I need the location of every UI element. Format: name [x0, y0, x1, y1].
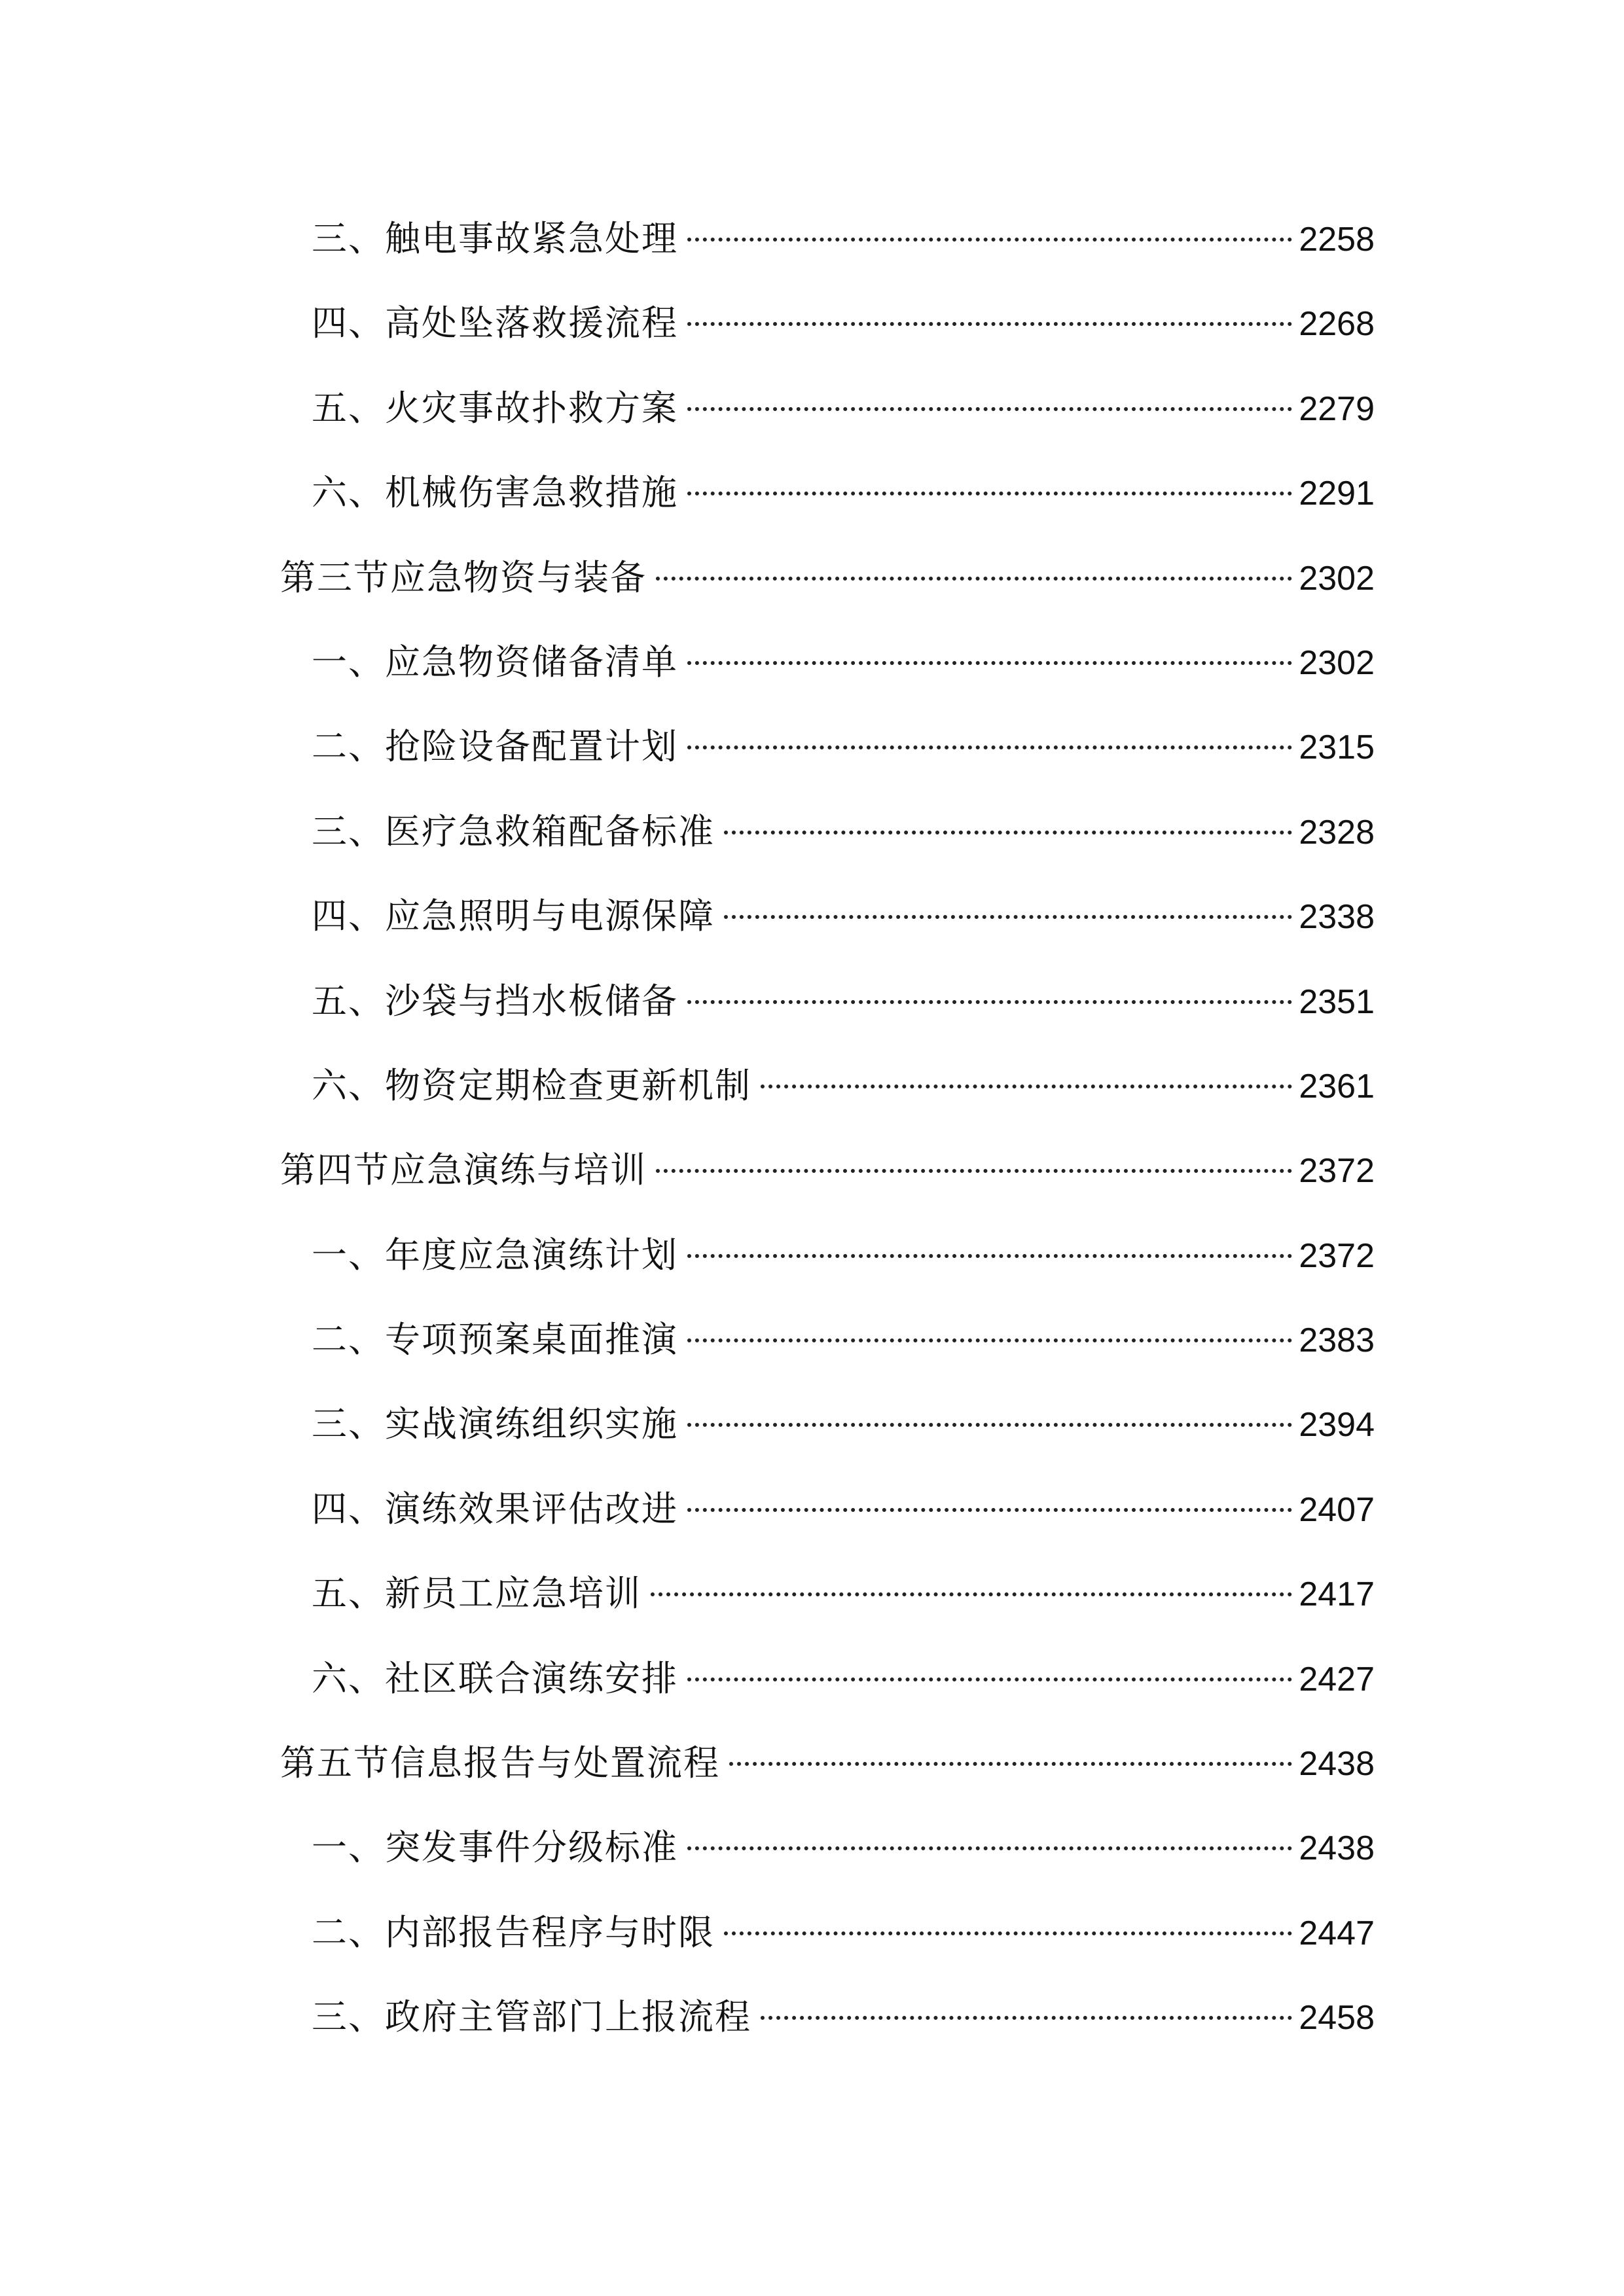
toc-dot-leader: [724, 831, 1292, 834]
toc-subsection-entry[interactable]: [280, 1646, 1375, 1731]
toc-entry-title: 第五节信息报告与处置流程: [280, 1742, 720, 1784]
toc-entry-page-number: 2279: [1299, 389, 1375, 428]
toc-dot-leader: [724, 915, 1292, 919]
toc-entry-page-number: 2417: [1299, 1575, 1375, 1614]
toc-subsection-entry[interactable]: [280, 376, 1375, 460]
toc-subsection-entry[interactable]: [280, 630, 1375, 714]
toc-entry-title: 四、高处坠落救援流程: [312, 302, 678, 344]
toc-subsection-entry[interactable]: [280, 799, 1375, 884]
toc-subsection-entry[interactable]: [280, 969, 1375, 1053]
toc-section-entry[interactable]: [280, 1731, 1375, 1815]
toc-entry-page-number: 2361: [1299, 1067, 1375, 1105]
toc-dot-leader: [724, 1931, 1292, 1935]
toc-entry-page-number: 2394: [1299, 1406, 1375, 1444]
toc-subsection-entry[interactable]: [280, 884, 1375, 968]
toc-dot-leader: [651, 1592, 1292, 1596]
toc-dot-leader: [687, 1000, 1292, 1004]
toc-entry-page-number: 2291: [1299, 475, 1375, 513]
toc-dot-leader: [656, 1169, 1292, 1173]
toc-dot-leader: [687, 492, 1292, 495]
toc-subsection-entry[interactable]: [280, 1477, 1375, 1561]
toc-subsection-entry[interactable]: [280, 1391, 1375, 1476]
toc-entry-page-number: 2447: [1299, 1914, 1375, 1952]
toc-entry-title: 四、演练效果评估改进: [312, 1488, 678, 1530]
toc-entry-title: 二、抢险设备配置计划: [312, 726, 678, 768]
toc-entry-title: 第三节应急物资与装备: [280, 556, 647, 598]
toc-entry-title: 三、实战演练组织实施: [312, 1403, 678, 1445]
toc-entry-page-number: 2302: [1299, 643, 1375, 682]
toc-entry-page-number: 2372: [1299, 1236, 1375, 1275]
toc-entry-title: 一、年度应急演练计划: [312, 1234, 678, 1276]
toc-entry-page-number: 2407: [1299, 1490, 1375, 1529]
toc-subsection-entry[interactable]: [280, 1307, 1375, 1391]
toc-entry-title: 一、应急物资储备清单: [312, 641, 678, 683]
toc-dot-leader: [687, 322, 1292, 326]
toc-dot-leader: [687, 1508, 1292, 1512]
toc-entry-page-number: 2338: [1299, 898, 1375, 937]
toc-dot-leader: [687, 661, 1292, 665]
table-of-contents: [280, 206, 1375, 2070]
toc-dot-leader: [729, 1762, 1292, 1766]
toc-dot-leader: [687, 1254, 1292, 1258]
toc-subsection-entry[interactable]: [280, 460, 1375, 545]
toc-entry-page-number: 2268: [1299, 305, 1375, 344]
toc-dot-leader: [687, 238, 1292, 242]
toc-entry-page-number: 2383: [1299, 1321, 1375, 1360]
toc-entry-title: 五、新员工应急培训: [312, 1573, 641, 1615]
toc-dot-leader: [687, 1677, 1292, 1681]
toc-dot-leader: [656, 577, 1292, 581]
toc-dot-leader: [687, 407, 1292, 411]
toc-entry-title: 第四节应急演练与培训: [280, 1149, 647, 1191]
toc-dot-leader: [761, 1085, 1292, 1088]
toc-entry-page-number: 2372: [1299, 1152, 1375, 1191]
toc-subsection-entry[interactable]: [280, 1984, 1375, 2069]
toc-entry-page-number: 2315: [1299, 728, 1375, 767]
toc-entry-title: 三、医疗急救箱配备标准: [312, 810, 715, 852]
toc-dot-leader: [761, 2016, 1292, 2020]
toc-entry-page-number: 2438: [1299, 1829, 1375, 1868]
toc-subsection-entry[interactable]: [280, 714, 1375, 798]
toc-section-entry[interactable]: [280, 545, 1375, 630]
toc-subsection-entry[interactable]: [280, 206, 1375, 291]
toc-entry-title: 五、火灾事故扑救方案: [312, 387, 678, 429]
toc-entry-page-number: 2458: [1299, 1999, 1375, 2037]
toc-entry-page-number: 2328: [1299, 813, 1375, 852]
toc-entry-title: 六、物资定期检查更新机制: [312, 1064, 751, 1106]
toc-entry-page-number: 2351: [1299, 982, 1375, 1021]
toc-entry-title: 一、突发事件分级标准: [312, 1827, 678, 1869]
toc-entry-title: 四、应急照明与电源保障: [312, 895, 715, 937]
toc-dot-leader: [687, 745, 1292, 749]
toc-entry-title: 六、社区联合演练安排: [312, 1657, 678, 1699]
toc-entry-title: 六、机械伤害急救措施: [312, 472, 678, 514]
toc-entry-page-number: 2427: [1299, 1660, 1375, 1698]
toc-entry-title: 三、触电事故紧急处理: [312, 218, 678, 259]
toc-entry-title: 二、专项预案桌面推演: [312, 1319, 678, 1361]
toc-subsection-entry[interactable]: [280, 291, 1375, 375]
toc-subsection-entry[interactable]: [280, 1053, 1375, 1138]
toc-entry-title: 三、政府主管部门上报流程: [312, 1996, 751, 2038]
toc-subsection-entry[interactable]: [280, 1815, 1375, 1899]
toc-dot-leader: [687, 1846, 1292, 1850]
toc-entry-title: 二、内部报告程序与时限: [312, 1911, 715, 1953]
toc-entry-title: 五、沙袋与挡水板储备: [312, 980, 678, 1022]
toc-subsection-entry[interactable]: [280, 1900, 1375, 1984]
toc-dot-leader: [687, 1338, 1292, 1342]
toc-entry-page-number: 2302: [1299, 559, 1375, 598]
toc-section-entry[interactable]: [280, 1138, 1375, 1222]
toc-subsection-entry[interactable]: [280, 1223, 1375, 1307]
toc-dot-leader: [687, 1423, 1292, 1427]
toc-entry-page-number: 2438: [1299, 1745, 1375, 1784]
toc-entry-page-number: 2258: [1299, 221, 1375, 259]
toc-subsection-entry[interactable]: [280, 1561, 1375, 1645]
